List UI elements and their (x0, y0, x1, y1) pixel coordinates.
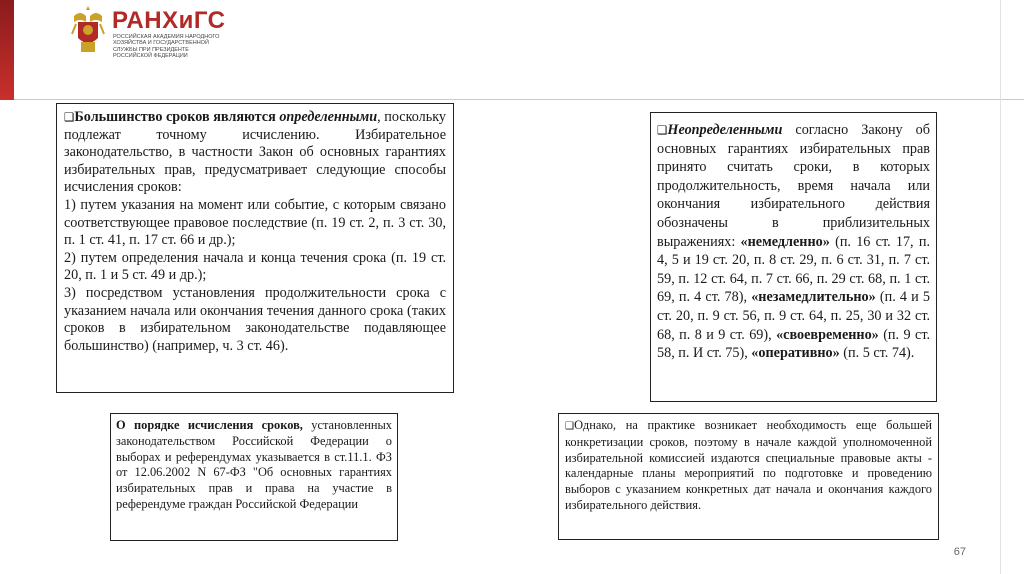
checkbox-icon: ❑ (657, 123, 668, 137)
text-segment: (п. 5 ст. 74). (839, 345, 915, 362)
calculation-body: установленных законодательством Российской Федерации о выборах и референдумах указывается в ст.11.1. ФЗ от 12.06.2002 N 67-ФЗ "Об основных гарантиях избирательных прав и права на участие в референдуме граждан Российской Федерации (116, 418, 392, 511)
text-box-defined-terms (56, 103, 454, 393)
list-item-2: 2) путем определения начала и конца течения срока (п. 19 ст. 20, п. 1 и 5 ст. 49 и др.); (64, 249, 446, 284)
text-segment: (п. 16 ст. 17, п. 4, 5 и 19 ст. 20, п. 8 ст. 29, п. 6 ст. 31, п. 7 ст. 59, п. 12 ст. 64, п. 7 ст. 66, п. 29 ст. 68, п. 1 ст. 69, п. 4 ст. 78), (657, 233, 930, 306)
lead-bold: Большинство сроков являются (74, 109, 280, 125)
intro-paragraph (64, 109, 446, 197)
text-box-undefined-terms (650, 112, 937, 402)
brand-name: РАНХиГС (112, 7, 226, 34)
calculation-paragraph (116, 418, 392, 513)
lead-rest: , поскольку подлежат точному исчислению. Избирательное законодательство, в частности Закон об основных гарантиях избирательных прав, предусматривает следующие способы исчисления сроков: (64, 109, 446, 196)
header-divider (14, 99, 1024, 100)
logo (70, 4, 226, 60)
page-number: 67 (953, 546, 966, 558)
checkbox-icon: ❑ (64, 110, 75, 124)
text-box-calculation-order (110, 413, 398, 541)
calculation-title: О порядке исчисления сроков, (116, 418, 303, 432)
text-segment: (п. 9 ст. 58, п. И ст. 75), (657, 326, 930, 362)
practice-paragraph (565, 418, 932, 514)
emblem-icon (70, 4, 106, 56)
term-undefined: Неопределенными (667, 122, 783, 138)
lead-bold-italic: определенными (279, 109, 378, 125)
right-divider (1000, 0, 1001, 574)
list-item-3: 3) посредством установления продолжительности срока с указанием начала или окончания течения данного срока (таких сроков в избирательном законодательстве подавляющее большинство) (например, ч. 3 ст. 46). (64, 284, 446, 354)
text-segment: (п. 4 и 5 ст. 20, п. 9 ст. 56, п. 9 ст. 64, п. 25, 30 и 32 ст. 68, п. 8 и 9 ст. 69), (657, 289, 930, 343)
accent-bar (0, 0, 14, 100)
text-segment: согласно Закону об основных гарантиях избирательных прав принято считать сроки, в которых продолжительность, время начала или окончания избирательного действия обозначены в приблизительных выражениях: (657, 122, 930, 250)
undefined-paragraph (657, 121, 930, 363)
keyword-without-delay: «незамедлительно» (751, 289, 876, 306)
keyword-timely: «своевременно» (776, 326, 879, 343)
practice-text: Однако, на практике возникает необходимость еще большей конкретизации сроков, поэтому в начале каждой уполномоченной избирательной комиссией издаются специальные правовые акты - календарные планы мероприятий по подготовке и проведению выборов с указанием конкретных дат начала и окончания каждого избирательного действия. (565, 418, 932, 512)
list-item-1: 1) путем указания на момент или событие, с которым связано соответствующее правовое последствие (п. 19 ст. 2, п. 3 ст. 30, п. 1 ст. 41, п. 17 ст. 66 и др.); (64, 196, 446, 249)
keyword-immediately: «немедленно» (740, 233, 830, 250)
brand-subtitle: РОССИЙСКАЯ АКАДЕМИЯ НАРОДНОГО ХОЗЯЙСТВА И ГОСУДАРСТВЕННОЙ СЛУЖБЫ ПРИ ПРЕЗИДЕНТЕ РОССИЙСКОЙ ФЕДЕРАЦИИ (113, 34, 220, 59)
text-box-practice (558, 413, 939, 540)
keyword-promptly: «оперативно» (751, 345, 840, 362)
checkbox-icon: ❑ (565, 421, 575, 432)
